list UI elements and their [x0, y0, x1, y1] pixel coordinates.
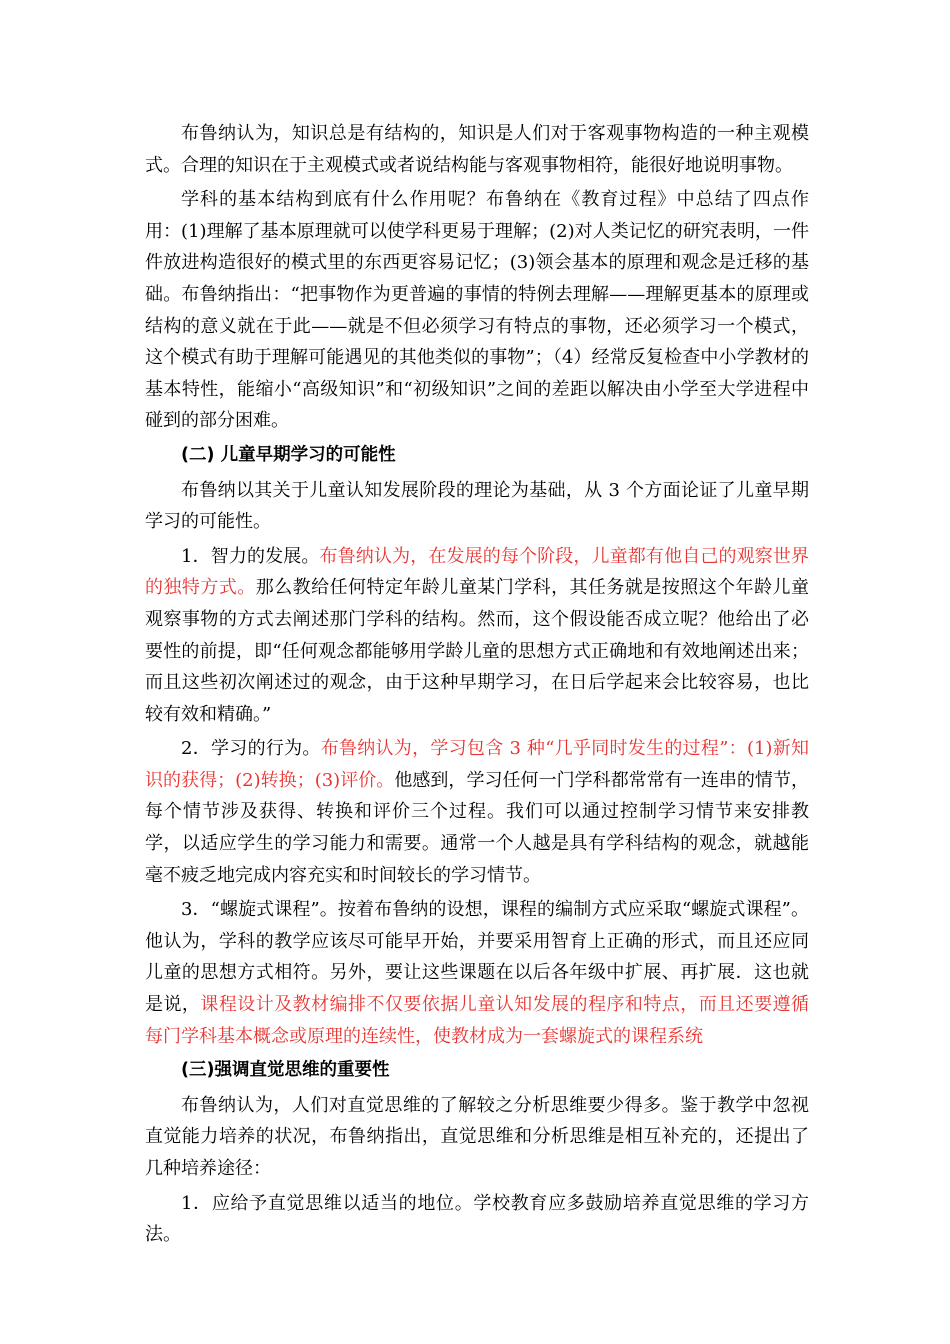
paragraph-intuitive-intro — [145, 1090, 809, 1185]
paragraph-knowledge-structure — [145, 118, 809, 181]
document-body — [145, 118, 809, 1254]
paragraph-intuitive-position — [145, 1188, 809, 1251]
highlighted-text: 布鲁纳认为，学习包含 3 种“几乎同时发生的过程”：(1)新知识的获得；(2)转换；(3)评价。 — [145, 738, 810, 791]
paragraph-learning-behavior — [145, 733, 809, 891]
heading-text: (二) 儿童早期学习的可能性 — [181, 444, 396, 465]
paragraph-text: 那么教给任何特定年龄儿童某门学科，其任务就是按照这个年龄儿童观察事物的方式去阐述那门学科的结构。然而，这个假设能否成立呢？他给出了必要性的前提，即“任何观念都能够用学龄儿童的思想方式正确地和有效地阐述出来；而且这些初次阐述过的观念，由于这种早期学习，在日后学起来会比较容易，也比较有效和精确。” — [145, 577, 810, 725]
paragraph-intellectual-development — [145, 541, 809, 731]
paragraph-text: 他感到，学习任何一门学科都常常有一连串的情节，每个情节涉及获得、转换和评价三个过程。我们可以通过控制学习情节来安排教学，以适应学生的学习能力和需要。通常一个人越是具有学科结构的观念，就越能毫不疲乏地完成内容充实和时间较长的学习情节。 — [145, 769, 809, 886]
paragraph-early-learning-intro — [145, 475, 809, 538]
section-heading-intuitive-thinking — [145, 1055, 809, 1087]
highlighted-text: 布鲁纳认为，在发展的每个阶段，儿童都有他自己的观察世界的独特方式。 — [145, 545, 810, 599]
paragraph-text: 布鲁纳认为，人们对直觉思维的了解较之分析思维要少得多。鉴于教学中忽视直觉能力培养的状况，布鲁纳指出，直觉思维和分析思维是相互补充的，还提出了几种培养途径： — [145, 1094, 809, 1179]
paragraph-spiral-curriculum — [145, 894, 809, 1052]
paragraph-text: 布鲁纳认为，知识总是有结构的，知识是人们对于客观事物构造的一种主观模式。合理的知识在于主观模式或者说结构能与客观事物相符，能很好地说明事物。 — [145, 123, 809, 176]
paragraph-text: 学科的基本结构到底有什么作用呢？布鲁纳在《教育过程》中总结了四点作用：(1)理解了基本原理就可以使学科更易于理解；(2)对人类记忆的研究表明，一件件放进构造很好的模式里的东西更容易记忆；(3)领会基本的原理和观念是迁移的基础。布鲁纳指出：“把事物作为更普遍的事情的特例去理解——理解更基本的原理或结构的意义就在于此——就是不但必须学习有特点的事物，还必须学习一个模式，这个模式有助于理解可能遇见的其他类似的事物”；（4）经常反复检查中小学教材的基本特性，能缩小“高级知识”和“初级知识”之间的差距以解决由小学至大学进程中碰到的部分困难。 — [145, 189, 809, 432]
section-heading-early-learning — [145, 440, 809, 472]
highlighted-text: 课程设计及教材编排不仅要依据儿童认知发展的程序和特点，而且还要遵循每门学科基本概念或原理的连续性，使教材成为一套螺旋式的课程系统 — [145, 994, 810, 1047]
paragraph-text: 布鲁纳以其关于儿童认知发展阶段的理论为基础，从 3 个方面论证了儿童早期学习的可能性。 — [145, 479, 809, 533]
paragraph-text: 3．“螺旋式课程”。按着布鲁纳的设想，课程的编制方式应采取“螺旋式课程”。他认为，学科的教学应该尽可能早开始，并要采用智育上正确的形式，而且还应同儿童的思想方式相符。另外，要让这些课题在以后各年级中扩展、再扩展．这也就是说， — [145, 899, 809, 1016]
paragraph-text: 1．智力的发展。 — [181, 545, 320, 567]
paragraph-structure-functions — [145, 184, 809, 437]
paragraph-text: 2．学习的行为。 — [181, 738, 321, 760]
heading-text: (三)强调直觉思维的重要性 — [181, 1060, 390, 1081]
paragraph-text: 1．应给予直觉思维以适当的地位。学校教育应多鼓励培养直觉思维的学习方法。 — [145, 1192, 809, 1246]
